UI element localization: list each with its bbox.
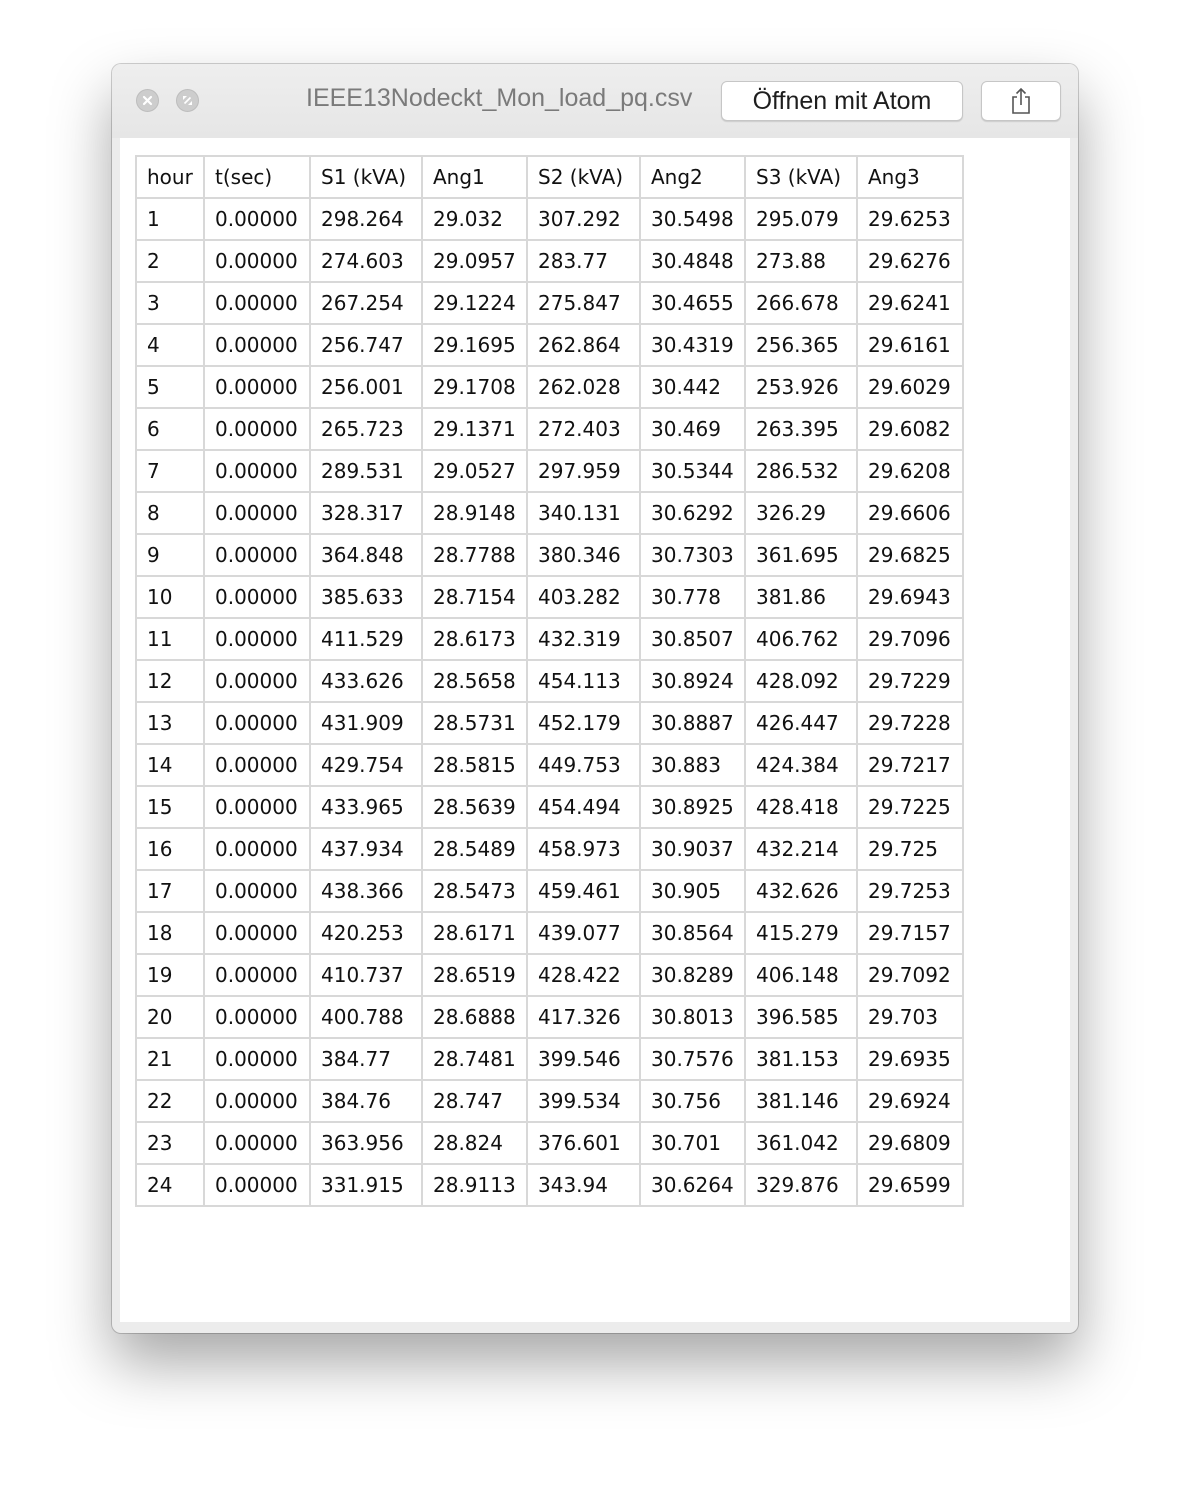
table-cell: 361.695 xyxy=(745,534,857,576)
table-cell: 30.8507 xyxy=(640,618,745,660)
table-row xyxy=(136,702,963,744)
column-header: t(sec) xyxy=(204,156,310,198)
table-row xyxy=(136,912,963,954)
table-cell: 29.7157 xyxy=(857,912,963,954)
table-cell: 384.76 xyxy=(310,1080,422,1122)
table-cell: 273.88 xyxy=(745,240,857,282)
table-row xyxy=(136,366,963,408)
table-cell: 0.00000 xyxy=(204,870,310,912)
column-header: S3 (kVA) xyxy=(745,156,857,198)
table-cell: 458.973 xyxy=(527,828,640,870)
column-header: S2 (kVA) xyxy=(527,156,640,198)
window-title: IEEE13Nodeckt_Mon_load_pq.csv xyxy=(306,84,693,112)
table-cell: 29.7225 xyxy=(857,786,963,828)
table-cell: 1 xyxy=(136,198,204,240)
table-cell: 256.365 xyxy=(745,324,857,366)
table-cell: 410.737 xyxy=(310,954,422,996)
table-cell: 2 xyxy=(136,240,204,282)
table-cell: 363.956 xyxy=(310,1122,422,1164)
table-row xyxy=(136,1164,963,1206)
table-cell: 29.6924 xyxy=(857,1080,963,1122)
table-cell: 29.6825 xyxy=(857,534,963,576)
table-cell: 452.179 xyxy=(527,702,640,744)
table-cell: 12 xyxy=(136,660,204,702)
table-cell: 0.00000 xyxy=(204,912,310,954)
table-row xyxy=(136,660,963,702)
table-cell: 18 xyxy=(136,912,204,954)
table-cell: 415.279 xyxy=(745,912,857,954)
table-cell: 449.753 xyxy=(527,744,640,786)
table-cell: 29.1695 xyxy=(422,324,527,366)
table-cell: 400.788 xyxy=(310,996,422,1038)
table-cell: 30.9037 xyxy=(640,828,745,870)
table-cell: 283.77 xyxy=(527,240,640,282)
title-bar xyxy=(112,64,1078,138)
table-cell: 4 xyxy=(136,324,204,366)
table-cell: 6 xyxy=(136,408,204,450)
table-cell: 22 xyxy=(136,1080,204,1122)
table-cell: 28.747 xyxy=(422,1080,527,1122)
table-cell: 30.8924 xyxy=(640,660,745,702)
share-icon xyxy=(1010,87,1032,115)
table-cell: 274.603 xyxy=(310,240,422,282)
table-cell: 411.529 xyxy=(310,618,422,660)
table-cell: 454.113 xyxy=(527,660,640,702)
table-cell: 328.317 xyxy=(310,492,422,534)
table-cell: 30.6264 xyxy=(640,1164,745,1206)
table-cell: 428.418 xyxy=(745,786,857,828)
table-row xyxy=(136,1122,963,1164)
table-cell: 0.00000 xyxy=(204,702,310,744)
table-cell: 256.747 xyxy=(310,324,422,366)
table-row xyxy=(136,282,963,324)
table-cell: 28.7154 xyxy=(422,576,527,618)
table-cell: 30.8289 xyxy=(640,954,745,996)
table-cell: 431.909 xyxy=(310,702,422,744)
table-row xyxy=(136,744,963,786)
table-cell: 29.6606 xyxy=(857,492,963,534)
table-cell: 14 xyxy=(136,744,204,786)
table-row xyxy=(136,450,963,492)
table-cell: 0.00000 xyxy=(204,1038,310,1080)
table-cell: 0.00000 xyxy=(204,828,310,870)
table-cell: 262.864 xyxy=(527,324,640,366)
table-cell: 29.6943 xyxy=(857,576,963,618)
table-cell: 295.079 xyxy=(745,198,857,240)
column-header: hour xyxy=(136,156,204,198)
table-cell: 364.848 xyxy=(310,534,422,576)
table-cell: 380.346 xyxy=(527,534,640,576)
table-cell: 30.6292 xyxy=(640,492,745,534)
table-cell: 9 xyxy=(136,534,204,576)
table-cell: 420.253 xyxy=(310,912,422,954)
table-cell: 381.146 xyxy=(745,1080,857,1122)
table-cell: 29.7092 xyxy=(857,954,963,996)
table-cell: 29.6253 xyxy=(857,198,963,240)
table-cell: 29.7253 xyxy=(857,870,963,912)
table-cell: 7 xyxy=(136,450,204,492)
table-cell: 429.754 xyxy=(310,744,422,786)
table-cell: 30.5498 xyxy=(640,198,745,240)
table-cell: 13 xyxy=(136,702,204,744)
table-cell: 0.00000 xyxy=(204,576,310,618)
table-cell: 0.00000 xyxy=(204,240,310,282)
table-cell: 29.725 xyxy=(857,828,963,870)
table-cell: 0.00000 xyxy=(204,1164,310,1206)
table-cell: 340.131 xyxy=(527,492,640,534)
column-header: S1 (kVA) xyxy=(310,156,422,198)
table-cell: 0.00000 xyxy=(204,618,310,660)
table-header-row xyxy=(136,156,963,198)
table-cell: 267.254 xyxy=(310,282,422,324)
table-cell: 29.703 xyxy=(857,996,963,1038)
table-cell: 29.0527 xyxy=(422,450,527,492)
table-row xyxy=(136,240,963,282)
table-cell: 343.94 xyxy=(527,1164,640,1206)
table-row xyxy=(136,492,963,534)
table-row xyxy=(136,996,963,1038)
table-cell: 28.5815 xyxy=(422,744,527,786)
table-cell: 381.153 xyxy=(745,1038,857,1080)
table-cell: 272.403 xyxy=(527,408,640,450)
fullscreen-icon xyxy=(181,94,194,107)
csv-table xyxy=(135,155,964,1207)
table-cell: 0.00000 xyxy=(204,450,310,492)
table-cell: 11 xyxy=(136,618,204,660)
table-cell: 329.876 xyxy=(745,1164,857,1206)
table-cell: 17 xyxy=(136,870,204,912)
table-cell: 24 xyxy=(136,1164,204,1206)
table-cell: 433.965 xyxy=(310,786,422,828)
table-cell: 0.00000 xyxy=(204,492,310,534)
table-cell: 29.6161 xyxy=(857,324,963,366)
table-cell: 428.422 xyxy=(527,954,640,996)
table-row xyxy=(136,954,963,996)
table-cell: 326.29 xyxy=(745,492,857,534)
table-cell: 381.86 xyxy=(745,576,857,618)
table-cell: 30.778 xyxy=(640,576,745,618)
table-row xyxy=(136,534,963,576)
table-cell: 30.4319 xyxy=(640,324,745,366)
table-cell: 459.461 xyxy=(527,870,640,912)
table-cell: 28.6888 xyxy=(422,996,527,1038)
table-cell: 406.148 xyxy=(745,954,857,996)
table-cell: 16 xyxy=(136,828,204,870)
table-row xyxy=(136,1080,963,1122)
table-cell: 30.4655 xyxy=(640,282,745,324)
table-cell: 30.756 xyxy=(640,1080,745,1122)
close-button[interactable] xyxy=(136,89,159,112)
table-cell: 30.469 xyxy=(640,408,745,450)
table-cell: 432.626 xyxy=(745,870,857,912)
table-cell: 307.292 xyxy=(527,198,640,240)
close-icon xyxy=(142,95,153,106)
table-cell: 0.00000 xyxy=(204,198,310,240)
table-cell: 385.633 xyxy=(310,576,422,618)
table-cell: 29.6241 xyxy=(857,282,963,324)
table-cell: 424.384 xyxy=(745,744,857,786)
table-cell: 454.494 xyxy=(527,786,640,828)
table-row xyxy=(136,786,963,828)
quick-look-window xyxy=(112,64,1078,1333)
table-cell: 30.8925 xyxy=(640,786,745,828)
table-cell: 275.847 xyxy=(527,282,640,324)
table-cell: 0.00000 xyxy=(204,324,310,366)
table-cell: 439.077 xyxy=(527,912,640,954)
table-cell: 28.5731 xyxy=(422,702,527,744)
table-cell: 29.7217 xyxy=(857,744,963,786)
table-row xyxy=(136,324,963,366)
table-cell: 29.0957 xyxy=(422,240,527,282)
table-cell: 21 xyxy=(136,1038,204,1080)
table-cell: 0.00000 xyxy=(204,954,310,996)
table-row xyxy=(136,198,963,240)
open-with-atom-button[interactable]: Öffnen mit Atom xyxy=(721,81,963,121)
table-cell: 0.00000 xyxy=(204,660,310,702)
table-cell: 28.5639 xyxy=(422,786,527,828)
table-cell: 30.442 xyxy=(640,366,745,408)
table-cell: 262.028 xyxy=(527,366,640,408)
table-cell: 29.1371 xyxy=(422,408,527,450)
table-cell: 406.762 xyxy=(745,618,857,660)
table-cell: 29.1224 xyxy=(422,282,527,324)
table-cell: 30.8564 xyxy=(640,912,745,954)
column-header: Ang3 xyxy=(857,156,963,198)
table-cell: 29.7228 xyxy=(857,702,963,744)
table-cell: 29.6082 xyxy=(857,408,963,450)
fullscreen-button[interactable] xyxy=(176,89,199,112)
column-header: Ang2 xyxy=(640,156,745,198)
table-cell: 433.626 xyxy=(310,660,422,702)
table-cell: 29.6599 xyxy=(857,1164,963,1206)
table-cell: 265.723 xyxy=(310,408,422,450)
table-cell: 28.6519 xyxy=(422,954,527,996)
table-cell: 3 xyxy=(136,282,204,324)
table-cell: 29.1708 xyxy=(422,366,527,408)
table-cell: 30.905 xyxy=(640,870,745,912)
table-cell: 30.7576 xyxy=(640,1038,745,1080)
table-cell: 298.264 xyxy=(310,198,422,240)
table-cell: 30.5344 xyxy=(640,450,745,492)
table-cell: 29.6276 xyxy=(857,240,963,282)
table-cell: 28.5473 xyxy=(422,870,527,912)
table-cell: 10 xyxy=(136,576,204,618)
table-cell: 28.6171 xyxy=(422,912,527,954)
table-cell: 266.678 xyxy=(745,282,857,324)
table-cell: 29.7096 xyxy=(857,618,963,660)
table-body xyxy=(136,198,963,1206)
table-cell: 29.7229 xyxy=(857,660,963,702)
table-cell: 5 xyxy=(136,366,204,408)
table-cell: 0.00000 xyxy=(204,282,310,324)
table-cell: 29.6029 xyxy=(857,366,963,408)
table-cell: 28.5658 xyxy=(422,660,527,702)
table-cell: 29.6208 xyxy=(857,450,963,492)
share-button[interactable] xyxy=(981,81,1061,121)
table-cell: 30.883 xyxy=(640,744,745,786)
table-cell: 0.00000 xyxy=(204,366,310,408)
table-cell: 28.9113 xyxy=(422,1164,527,1206)
table-cell: 256.001 xyxy=(310,366,422,408)
table-cell: 0.00000 xyxy=(204,1122,310,1164)
table-cell: 376.601 xyxy=(527,1122,640,1164)
table-row xyxy=(136,618,963,660)
table-cell: 0.00000 xyxy=(204,408,310,450)
table-cell: 0.00000 xyxy=(204,534,310,576)
table-cell: 426.447 xyxy=(745,702,857,744)
table-cell: 19 xyxy=(136,954,204,996)
table-row xyxy=(136,576,963,618)
table-cell: 396.585 xyxy=(745,996,857,1038)
table-cell: 29.6935 xyxy=(857,1038,963,1080)
table-cell: 28.9148 xyxy=(422,492,527,534)
table-cell: 437.934 xyxy=(310,828,422,870)
table-cell: 0.00000 xyxy=(204,1080,310,1122)
table-cell: 28.7788 xyxy=(422,534,527,576)
table-cell: 23 xyxy=(136,1122,204,1164)
table-cell: 253.926 xyxy=(745,366,857,408)
table-cell: 361.042 xyxy=(745,1122,857,1164)
table-cell: 15 xyxy=(136,786,204,828)
table-cell: 438.366 xyxy=(310,870,422,912)
table-row xyxy=(136,828,963,870)
table-row xyxy=(136,870,963,912)
table-cell: 28.7481 xyxy=(422,1038,527,1080)
column-header: Ang1 xyxy=(422,156,527,198)
table-cell: 432.319 xyxy=(527,618,640,660)
table-cell: 0.00000 xyxy=(204,996,310,1038)
table-cell: 29.6809 xyxy=(857,1122,963,1164)
table-cell: 289.531 xyxy=(310,450,422,492)
table-cell: 0.00000 xyxy=(204,744,310,786)
table-cell: 297.959 xyxy=(527,450,640,492)
table-cell: 30.701 xyxy=(640,1122,745,1164)
table-row xyxy=(136,408,963,450)
table-cell: 30.8013 xyxy=(640,996,745,1038)
table-cell: 399.546 xyxy=(527,1038,640,1080)
table-cell: 29.032 xyxy=(422,198,527,240)
table-cell: 399.534 xyxy=(527,1080,640,1122)
table-cell: 30.7303 xyxy=(640,534,745,576)
table-cell: 417.326 xyxy=(527,996,640,1038)
table-cell: 432.214 xyxy=(745,828,857,870)
table-cell: 8 xyxy=(136,492,204,534)
table-cell: 428.092 xyxy=(745,660,857,702)
table-cell: 20 xyxy=(136,996,204,1038)
table-cell: 28.824 xyxy=(422,1122,527,1164)
table-cell: 28.5489 xyxy=(422,828,527,870)
table-cell: 384.77 xyxy=(310,1038,422,1080)
table-cell: 28.6173 xyxy=(422,618,527,660)
table-cell: 0.00000 xyxy=(204,786,310,828)
table-cell: 30.4848 xyxy=(640,240,745,282)
table-cell: 286.532 xyxy=(745,450,857,492)
table-row xyxy=(136,1038,963,1080)
csv-preview-area xyxy=(120,138,1070,1322)
table-cell: 263.395 xyxy=(745,408,857,450)
table-cell: 331.915 xyxy=(310,1164,422,1206)
table-cell: 30.8887 xyxy=(640,702,745,744)
table-cell: 403.282 xyxy=(527,576,640,618)
